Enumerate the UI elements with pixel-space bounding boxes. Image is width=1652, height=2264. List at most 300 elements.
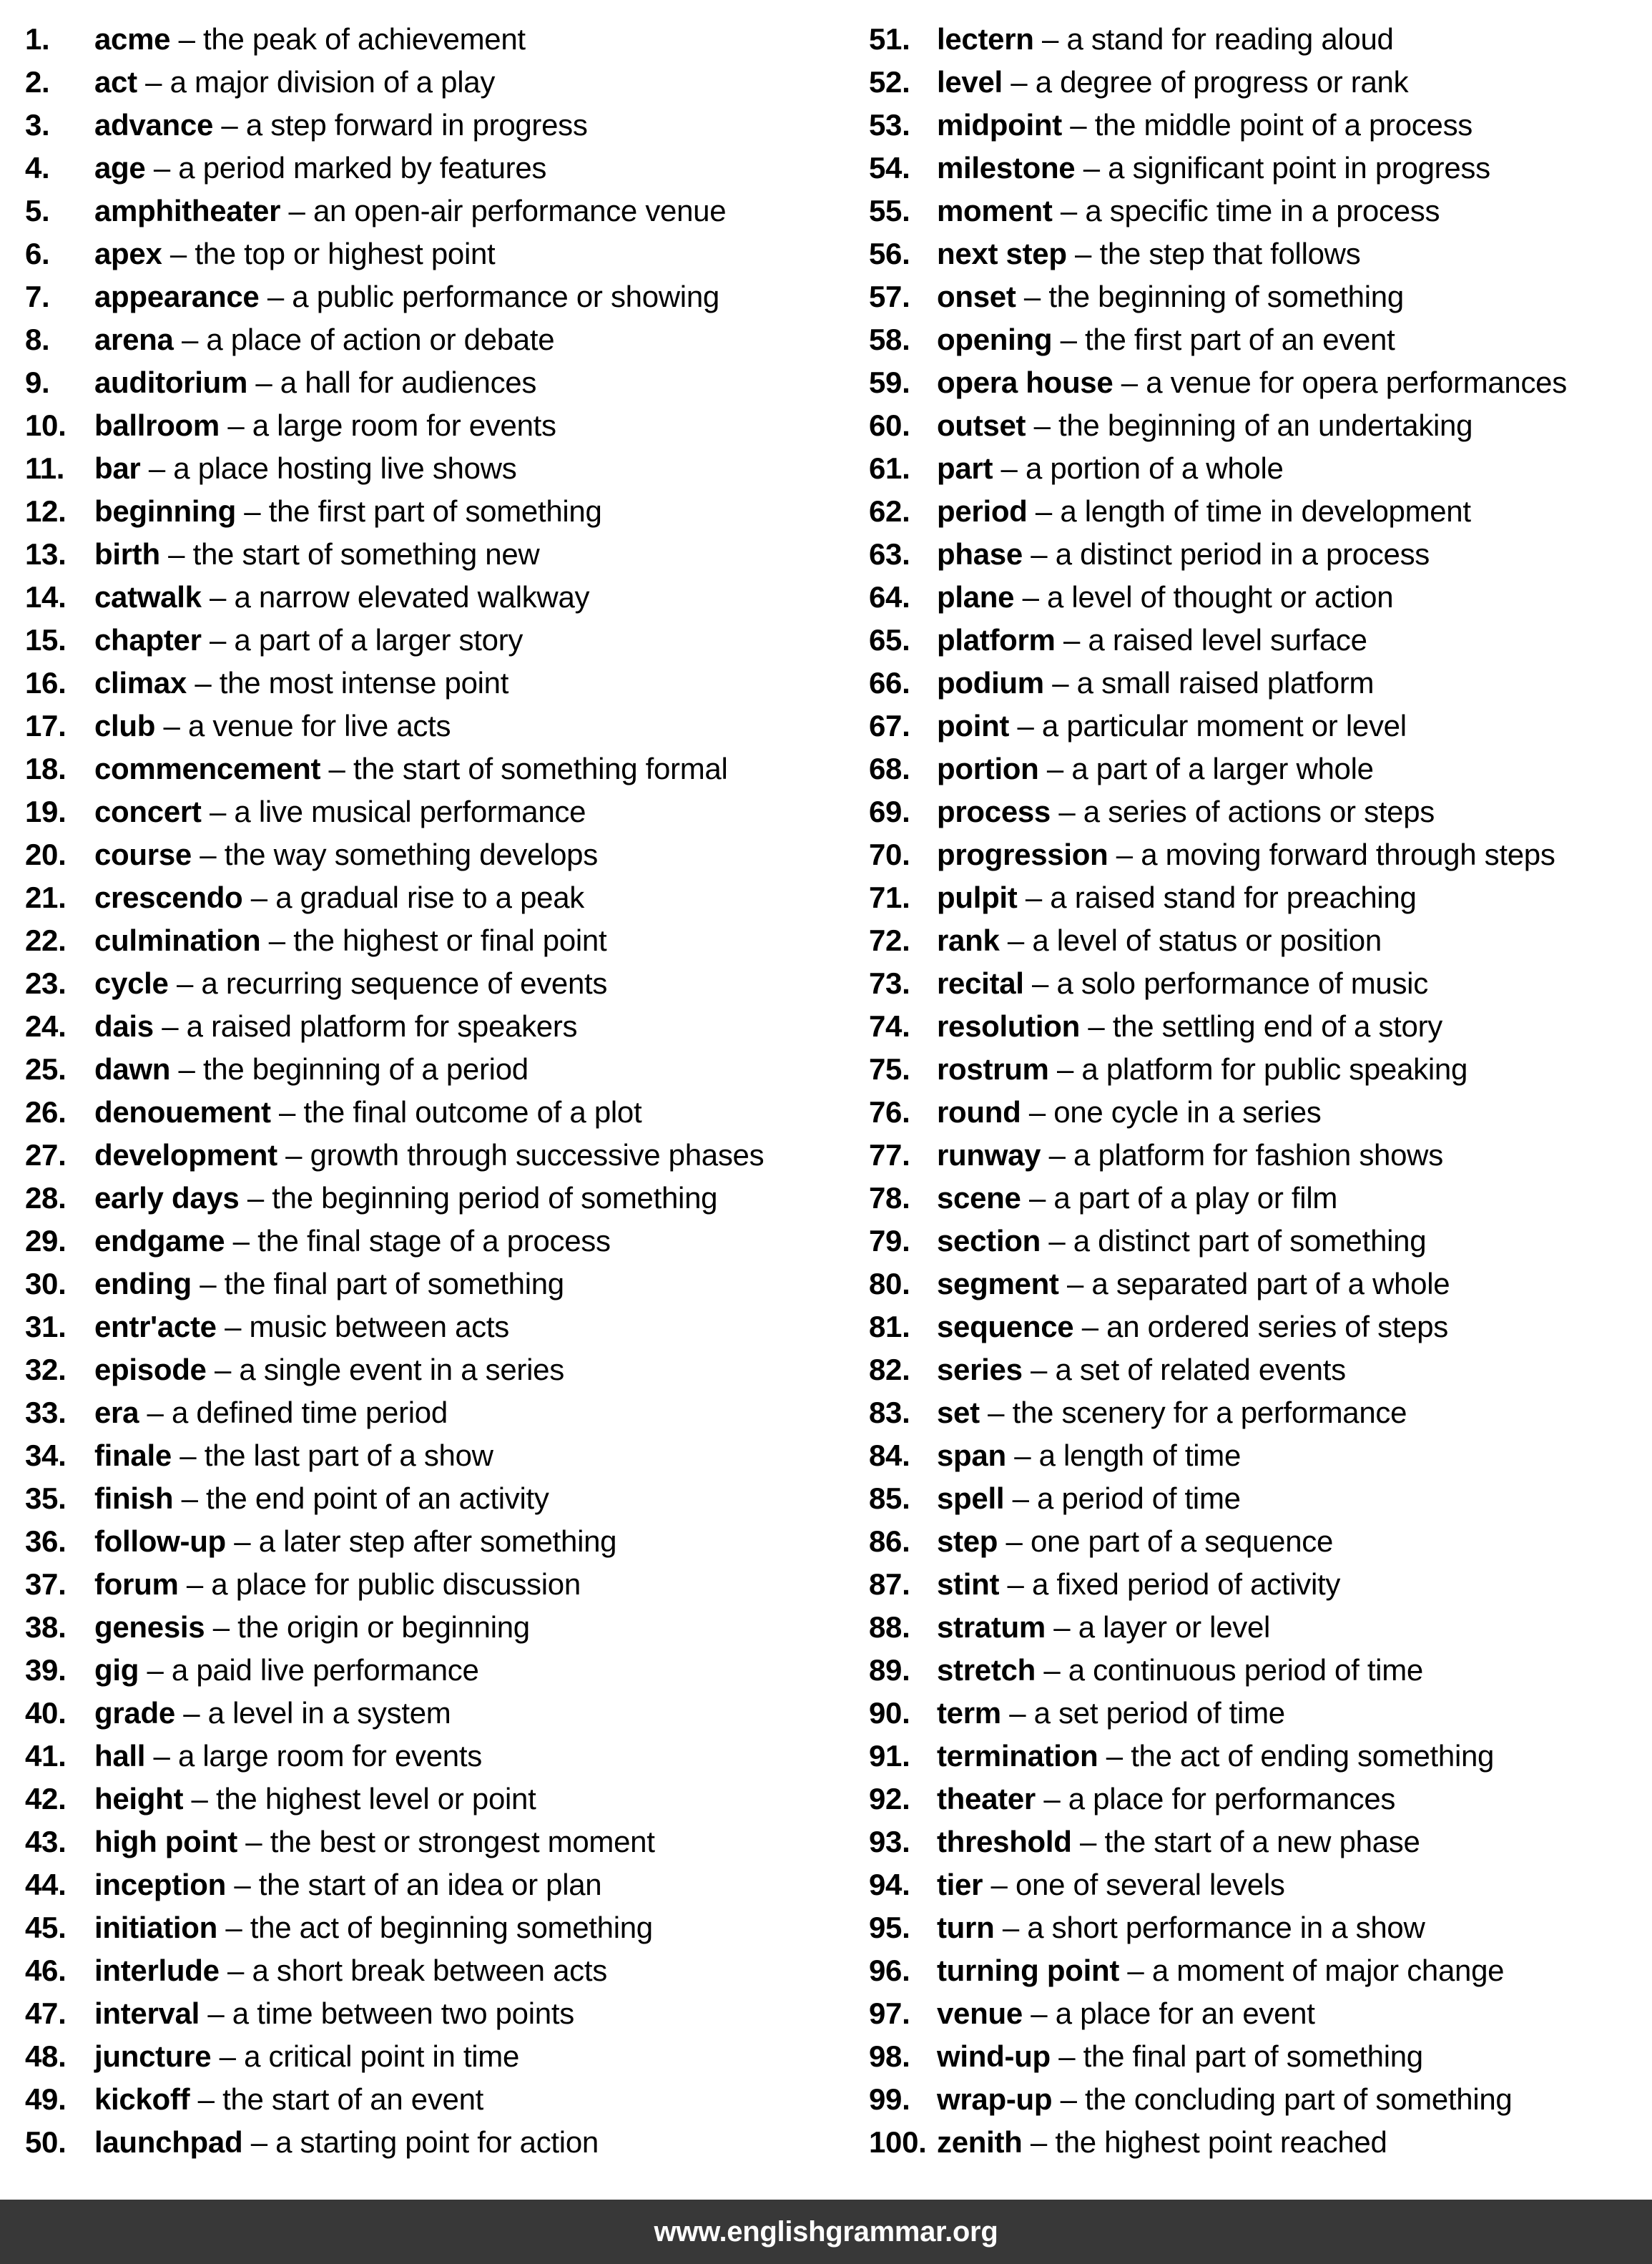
item-definition: a solo performance of music bbox=[1056, 966, 1428, 1000]
list-item bbox=[25, 1048, 869, 1091]
item-number: 72. bbox=[869, 923, 910, 957]
item-definition: a set of related events bbox=[1055, 1353, 1346, 1386]
item-definition: a venue for live acts bbox=[187, 709, 451, 743]
item-number: 75. bbox=[869, 1052, 910, 1086]
item-definition: a single event in a series bbox=[239, 1353, 564, 1386]
item-definition: an ordered series of steps bbox=[1106, 1310, 1448, 1343]
item-number: 33. bbox=[25, 1396, 67, 1429]
item-separator: – bbox=[162, 237, 195, 270]
item-number: 17. bbox=[25, 709, 67, 743]
item-definition: a short break between acts bbox=[252, 1954, 607, 1987]
item-term: follow-up bbox=[94, 1524, 226, 1558]
item-number: 28. bbox=[25, 1181, 67, 1215]
list-item bbox=[25, 1735, 869, 1778]
item-term: rostrum bbox=[937, 1052, 1049, 1086]
item-separator: – bbox=[1071, 1825, 1105, 1858]
item-definition: a raised stand for preaching bbox=[1050, 881, 1417, 914]
item-separator: – bbox=[213, 108, 246, 142]
item-term: catwalk bbox=[94, 580, 202, 614]
item-number: 22. bbox=[25, 923, 67, 957]
list-item bbox=[869, 404, 1641, 447]
list-item bbox=[869, 1434, 1641, 1477]
item-separator: – bbox=[186, 666, 220, 700]
item-number: 49. bbox=[25, 2082, 67, 2116]
item-number: 64. bbox=[869, 580, 910, 614]
item-number: 99. bbox=[869, 2082, 910, 2116]
item-term: resolution bbox=[937, 1009, 1081, 1043]
item-term: initiation bbox=[94, 1911, 217, 1944]
item-separator: – bbox=[1016, 280, 1049, 313]
item-term: opening bbox=[937, 323, 1053, 356]
item-definition: a length of time bbox=[1038, 1439, 1241, 1472]
item-separator: – bbox=[155, 709, 188, 743]
list-item bbox=[869, 619, 1641, 662]
item-term: round bbox=[937, 1095, 1021, 1129]
item-term: scene bbox=[937, 1181, 1021, 1215]
item-definition: a small raised platform bbox=[1076, 666, 1375, 700]
item-definition: the final stage of a process bbox=[257, 1224, 611, 1258]
list-item bbox=[25, 2121, 869, 2164]
item-definition: the final outcome of a plot bbox=[303, 1095, 642, 1129]
item-separator: – bbox=[1006, 1439, 1039, 1472]
item-term: tier bbox=[937, 1868, 983, 1901]
item-number: 11. bbox=[25, 451, 65, 485]
footer-banner bbox=[0, 2200, 1652, 2264]
item-term: development bbox=[94, 1138, 277, 1172]
item-term: midpoint bbox=[937, 108, 1062, 142]
list-item bbox=[869, 1778, 1641, 1820]
list-item bbox=[869, 790, 1641, 833]
item-separator: – bbox=[219, 1954, 252, 1987]
list-item bbox=[869, 533, 1641, 576]
item-term: chapter bbox=[94, 623, 202, 657]
list-item bbox=[869, 447, 1641, 490]
list-item bbox=[869, 1048, 1641, 1091]
item-separator: – bbox=[145, 151, 179, 185]
item-definition: the settling end of a story bbox=[1112, 1009, 1442, 1043]
list-item bbox=[25, 1606, 869, 1649]
list-item bbox=[869, 705, 1641, 748]
item-term: hall bbox=[94, 1739, 146, 1773]
item-term: term bbox=[937, 1696, 1001, 1730]
list-item bbox=[25, 962, 869, 1005]
list-item bbox=[869, 1134, 1641, 1177]
item-separator: – bbox=[994, 1911, 1028, 1944]
item-term: span bbox=[937, 1439, 1006, 1472]
list-item bbox=[869, 1692, 1641, 1735]
list-item bbox=[869, 2035, 1641, 2078]
list-item bbox=[25, 833, 869, 876]
item-term: outset bbox=[937, 408, 1026, 442]
item-term: interlude bbox=[94, 1954, 220, 1987]
item-definition: the concluding part of something bbox=[1085, 2082, 1513, 2116]
item-number: 84. bbox=[869, 1439, 910, 1472]
list-item bbox=[869, 1735, 1641, 1778]
item-number: 81. bbox=[869, 1310, 910, 1343]
item-number: 57. bbox=[869, 280, 910, 313]
item-definition: the middle point of a process bbox=[1094, 108, 1472, 142]
list-item bbox=[869, 361, 1641, 404]
list-item bbox=[25, 1906, 869, 1949]
item-number: 94. bbox=[869, 1868, 910, 1901]
item-number: 29. bbox=[25, 1224, 67, 1258]
item-term: finish bbox=[94, 1481, 174, 1515]
item-definition: the end point of an activity bbox=[206, 1481, 549, 1515]
list-item bbox=[869, 1477, 1641, 1520]
item-term: acme bbox=[94, 22, 171, 56]
list-item bbox=[25, 2078, 869, 2121]
item-number: 82. bbox=[869, 1353, 910, 1386]
list-item bbox=[869, 18, 1641, 61]
list-item bbox=[869, 1992, 1641, 2035]
item-number: 13. bbox=[25, 537, 67, 571]
item-separator: – bbox=[225, 1868, 259, 1901]
item-separator: – bbox=[1021, 1181, 1054, 1215]
item-definition: a large room for events bbox=[177, 1739, 482, 1773]
item-term: turning point bbox=[937, 1954, 1120, 1987]
list-item bbox=[869, 1348, 1641, 1391]
item-separator: – bbox=[1040, 1224, 1073, 1258]
item-separator: – bbox=[280, 194, 313, 227]
list-item bbox=[25, 876, 869, 919]
item-term: level bbox=[937, 65, 1003, 99]
item-number: 42. bbox=[25, 1782, 67, 1815]
list-item bbox=[25, 1348, 869, 1391]
item-term: advance bbox=[94, 108, 214, 142]
list-item bbox=[869, 2078, 1641, 2121]
item-number: 95. bbox=[869, 1911, 910, 1944]
item-definition: a platform for public speaking bbox=[1081, 1052, 1468, 1086]
item-number: 3. bbox=[25, 108, 50, 142]
item-number: 32. bbox=[25, 1353, 67, 1386]
item-term: sequence bbox=[937, 1310, 1074, 1343]
item-number: 69. bbox=[869, 795, 910, 828]
list-item bbox=[25, 619, 869, 662]
item-separator: – bbox=[225, 1224, 258, 1258]
item-term: series bbox=[937, 1353, 1023, 1386]
item-number: 100. bbox=[869, 2125, 927, 2159]
item-term: early days bbox=[94, 1181, 240, 1215]
item-term: crescendo bbox=[94, 881, 243, 914]
item-separator: – bbox=[1052, 323, 1086, 356]
item-number: 97. bbox=[869, 1996, 910, 2030]
item-definition: the start of an idea or plan bbox=[258, 1868, 602, 1901]
item-separator: – bbox=[1058, 1267, 1092, 1300]
item-number: 60. bbox=[869, 408, 910, 442]
item-term: cycle bbox=[94, 966, 169, 1000]
item-separator: – bbox=[1061, 108, 1095, 142]
item-term: point bbox=[937, 709, 1010, 743]
list-item bbox=[869, 1949, 1641, 1992]
list-item bbox=[25, 318, 869, 361]
item-separator: – bbox=[201, 623, 235, 657]
item-number: 6. bbox=[25, 237, 50, 270]
item-separator: – bbox=[211, 2039, 245, 2073]
item-definition: a part of a larger story bbox=[234, 623, 523, 657]
item-term: threshold bbox=[937, 1825, 1072, 1858]
item-number: 26. bbox=[25, 1095, 67, 1129]
item-term: venue bbox=[937, 1996, 1023, 2030]
item-number: 93. bbox=[869, 1825, 910, 1858]
list-item bbox=[25, 147, 869, 190]
item-number: 54. bbox=[869, 151, 910, 185]
item-number: 9. bbox=[25, 366, 50, 399]
item-separator: – bbox=[201, 795, 235, 828]
word-list-column-left bbox=[25, 18, 869, 2164]
item-definition: the top or highest point bbox=[195, 237, 496, 270]
item-separator: – bbox=[191, 1267, 225, 1300]
item-term: recital bbox=[937, 966, 1024, 1000]
item-separator: – bbox=[979, 1396, 1013, 1429]
item-term: interval bbox=[94, 1996, 200, 2030]
item-term: age bbox=[94, 151, 146, 185]
list-item bbox=[869, 1520, 1641, 1563]
item-term: club bbox=[94, 709, 156, 743]
item-number: 27. bbox=[25, 1138, 67, 1172]
item-term: era bbox=[94, 1396, 139, 1429]
word-list-column-right bbox=[869, 18, 1641, 2164]
item-term: auditorium bbox=[94, 366, 247, 399]
item-number: 88. bbox=[869, 1610, 910, 1644]
list-item bbox=[869, 1305, 1641, 1348]
item-number: 34. bbox=[25, 1439, 67, 1472]
item-separator: – bbox=[1009, 709, 1042, 743]
list-item bbox=[25, 1563, 869, 1606]
item-term: wind-up bbox=[937, 2039, 1051, 2073]
item-number: 67. bbox=[869, 709, 910, 743]
item-separator: – bbox=[277, 1138, 310, 1172]
item-term: denouement bbox=[94, 1095, 271, 1129]
list-item bbox=[25, 1820, 869, 1863]
item-number: 85. bbox=[869, 1481, 910, 1515]
item-number: 86. bbox=[869, 1524, 910, 1558]
item-number: 5. bbox=[25, 194, 50, 227]
item-number: 78. bbox=[869, 1181, 910, 1215]
item-number: 38. bbox=[25, 1610, 67, 1644]
item-definition: a time between two points bbox=[232, 1996, 574, 2030]
item-number: 37. bbox=[25, 1567, 67, 1601]
item-separator: – bbox=[1041, 1138, 1074, 1172]
list-item bbox=[869, 1220, 1641, 1263]
item-definition: the beginning period of something bbox=[272, 1181, 718, 1215]
item-term: birth bbox=[94, 537, 160, 571]
item-definition: the start of something new bbox=[192, 537, 540, 571]
item-term: kickoff bbox=[94, 2082, 190, 2116]
list-item bbox=[25, 919, 869, 962]
list-item bbox=[869, 1263, 1641, 1305]
list-item bbox=[25, 1220, 869, 1263]
item-separator: – bbox=[983, 1868, 1016, 1901]
item-separator: – bbox=[1045, 1610, 1078, 1644]
item-term: opera house bbox=[937, 366, 1113, 399]
item-definition: a period of time bbox=[1037, 1481, 1241, 1515]
item-term: arena bbox=[94, 323, 174, 356]
item-definition: the beginning of a period bbox=[202, 1052, 528, 1086]
item-separator: – bbox=[999, 1567, 1032, 1601]
list-item bbox=[869, 1906, 1641, 1949]
item-definition: the start of an event bbox=[222, 2082, 484, 2116]
item-term: stratum bbox=[937, 1610, 1046, 1644]
item-number: 1. bbox=[25, 22, 50, 56]
item-number: 19. bbox=[25, 795, 67, 828]
item-separator: – bbox=[237, 1825, 270, 1858]
item-separator: – bbox=[219, 408, 252, 442]
item-separator: – bbox=[1035, 1782, 1068, 1815]
item-definition: a critical point in time bbox=[244, 2039, 520, 2073]
item-definition: a part of a larger whole bbox=[1071, 752, 1374, 785]
item-number: 58. bbox=[869, 323, 910, 356]
item-term: wrap-up bbox=[937, 2082, 1053, 2116]
item-term: concert bbox=[94, 795, 202, 828]
item-separator: – bbox=[174, 1696, 208, 1730]
item-number: 98. bbox=[869, 2039, 910, 2073]
item-separator: – bbox=[190, 2082, 223, 2116]
item-term: ending bbox=[94, 1267, 192, 1300]
item-definition: one cycle in a series bbox=[1053, 1095, 1322, 1129]
item-separator: – bbox=[1022, 537, 1056, 571]
item-definition: a live musical performance bbox=[234, 795, 586, 828]
item-definition: a starting point for action bbox=[275, 2125, 599, 2159]
item-separator: – bbox=[139, 1396, 172, 1429]
item-separator: – bbox=[1014, 580, 1047, 614]
item-definition: a place hosting live shows bbox=[173, 451, 517, 485]
list-item bbox=[25, 1520, 869, 1563]
item-term: course bbox=[94, 838, 192, 871]
item-term: ballroom bbox=[94, 408, 220, 442]
list-item bbox=[25, 104, 869, 147]
item-separator: – bbox=[247, 366, 280, 399]
list-item bbox=[869, 190, 1641, 232]
item-separator: – bbox=[1066, 237, 1100, 270]
item-term: stint bbox=[937, 1567, 1000, 1601]
item-term: zenith bbox=[937, 2125, 1023, 2159]
item-separator: – bbox=[173, 323, 207, 356]
item-number: 47. bbox=[25, 1996, 67, 2030]
item-definition: a part of a play or film bbox=[1053, 1181, 1338, 1215]
item-separator: – bbox=[145, 1739, 178, 1773]
item-separator: – bbox=[1043, 666, 1077, 700]
item-separator: – bbox=[140, 451, 174, 485]
item-separator: – bbox=[225, 1524, 259, 1558]
list-item bbox=[25, 1863, 869, 1906]
item-separator: – bbox=[259, 280, 292, 313]
item-number: 35. bbox=[25, 1481, 67, 1515]
item-separator: – bbox=[183, 1782, 216, 1815]
item-term: process bbox=[937, 795, 1051, 828]
item-definition: a recurring sequence of events bbox=[201, 966, 608, 1000]
list-item bbox=[25, 490, 869, 533]
item-term: set bbox=[937, 1396, 980, 1429]
item-definition: the act of beginning something bbox=[250, 1911, 653, 1944]
item-definition: a period marked by features bbox=[178, 151, 547, 185]
item-term: step bbox=[937, 1524, 998, 1558]
item-separator: – bbox=[1113, 366, 1146, 399]
item-definition: a narrow elevated walkway bbox=[234, 580, 590, 614]
item-term: genesis bbox=[94, 1610, 205, 1644]
list-item bbox=[25, 705, 869, 748]
item-separator: – bbox=[1119, 1954, 1152, 1987]
item-number: 87. bbox=[869, 1567, 910, 1601]
item-definition: a series of actions or steps bbox=[1083, 795, 1435, 828]
item-separator: – bbox=[191, 838, 225, 871]
list-item bbox=[869, 1177, 1641, 1220]
item-definition: the beginning of something bbox=[1048, 280, 1404, 313]
item-definition: a fixed period of activity bbox=[1031, 1567, 1341, 1601]
item-definition: a place for performances bbox=[1068, 1782, 1396, 1815]
item-separator: – bbox=[242, 881, 276, 914]
item-separator: – bbox=[260, 923, 294, 957]
item-number: 25. bbox=[25, 1052, 67, 1086]
footer-website-link[interactable]: www.englishgrammar.org bbox=[654, 2215, 998, 2248]
item-definition: the start of something formal bbox=[353, 752, 728, 785]
list-item bbox=[869, 1563, 1641, 1606]
item-separator: – bbox=[242, 2125, 276, 2159]
item-separator: – bbox=[1052, 2082, 1086, 2116]
item-definition: a length of time in development bbox=[1060, 494, 1471, 528]
item-number: 83. bbox=[869, 1396, 910, 1429]
item-separator: – bbox=[1051, 795, 1083, 828]
item-number: 24. bbox=[25, 1009, 67, 1043]
item-term: commencement bbox=[94, 752, 321, 785]
item-term: dais bbox=[94, 1009, 154, 1043]
list-item bbox=[25, 1477, 869, 1520]
item-number: 18. bbox=[25, 752, 67, 785]
item-separator: – bbox=[998, 1524, 1031, 1558]
item-number: 39. bbox=[25, 1653, 67, 1687]
list-item bbox=[25, 232, 869, 275]
item-definition: a level of status or position bbox=[1032, 923, 1382, 957]
item-definition: the peak of achievement bbox=[203, 22, 526, 56]
item-term: endgame bbox=[94, 1224, 225, 1258]
item-term: stretch bbox=[937, 1653, 1036, 1687]
item-term: culmination bbox=[94, 923, 261, 957]
item-term: episode bbox=[94, 1353, 207, 1386]
item-number: 10. bbox=[25, 408, 67, 442]
item-separator: – bbox=[1023, 966, 1057, 1000]
item-definition: the start of a new phase bbox=[1104, 1825, 1420, 1858]
item-definition: the last part of a show bbox=[204, 1439, 493, 1472]
item-definition: a layer or level bbox=[1078, 1610, 1271, 1644]
item-number: 96. bbox=[869, 1954, 910, 1987]
item-number: 79. bbox=[869, 1224, 910, 1258]
item-number: 21. bbox=[25, 881, 67, 914]
list-item bbox=[869, 61, 1641, 104]
item-definition: an open-air performance venue bbox=[313, 194, 727, 227]
item-separator: – bbox=[170, 1052, 203, 1086]
item-definition: a degree of progress or rank bbox=[1035, 65, 1409, 99]
item-definition: a paid live performance bbox=[171, 1653, 479, 1687]
item-definition: a gradual rise to a peak bbox=[275, 881, 584, 914]
item-term: segment bbox=[937, 1267, 1059, 1300]
list-item bbox=[25, 1949, 869, 1992]
item-number: 71. bbox=[869, 881, 910, 914]
list-item bbox=[25, 404, 869, 447]
item-separator: – bbox=[239, 1181, 272, 1215]
item-definition: the step that follows bbox=[1099, 237, 1361, 270]
item-number: 14. bbox=[25, 580, 67, 614]
item-separator: – bbox=[320, 752, 353, 785]
item-term: part bbox=[937, 451, 993, 485]
item-number: 92. bbox=[869, 1782, 910, 1815]
item-separator: – bbox=[1075, 151, 1108, 185]
list-item bbox=[869, 833, 1641, 876]
item-separator: – bbox=[173, 1481, 206, 1515]
list-item bbox=[25, 61, 869, 104]
item-definition: a distinct part of something bbox=[1073, 1224, 1427, 1258]
item-number: 63. bbox=[869, 537, 910, 571]
item-term: plane bbox=[937, 580, 1015, 614]
item-definition: the best or strongest moment bbox=[270, 1825, 655, 1858]
